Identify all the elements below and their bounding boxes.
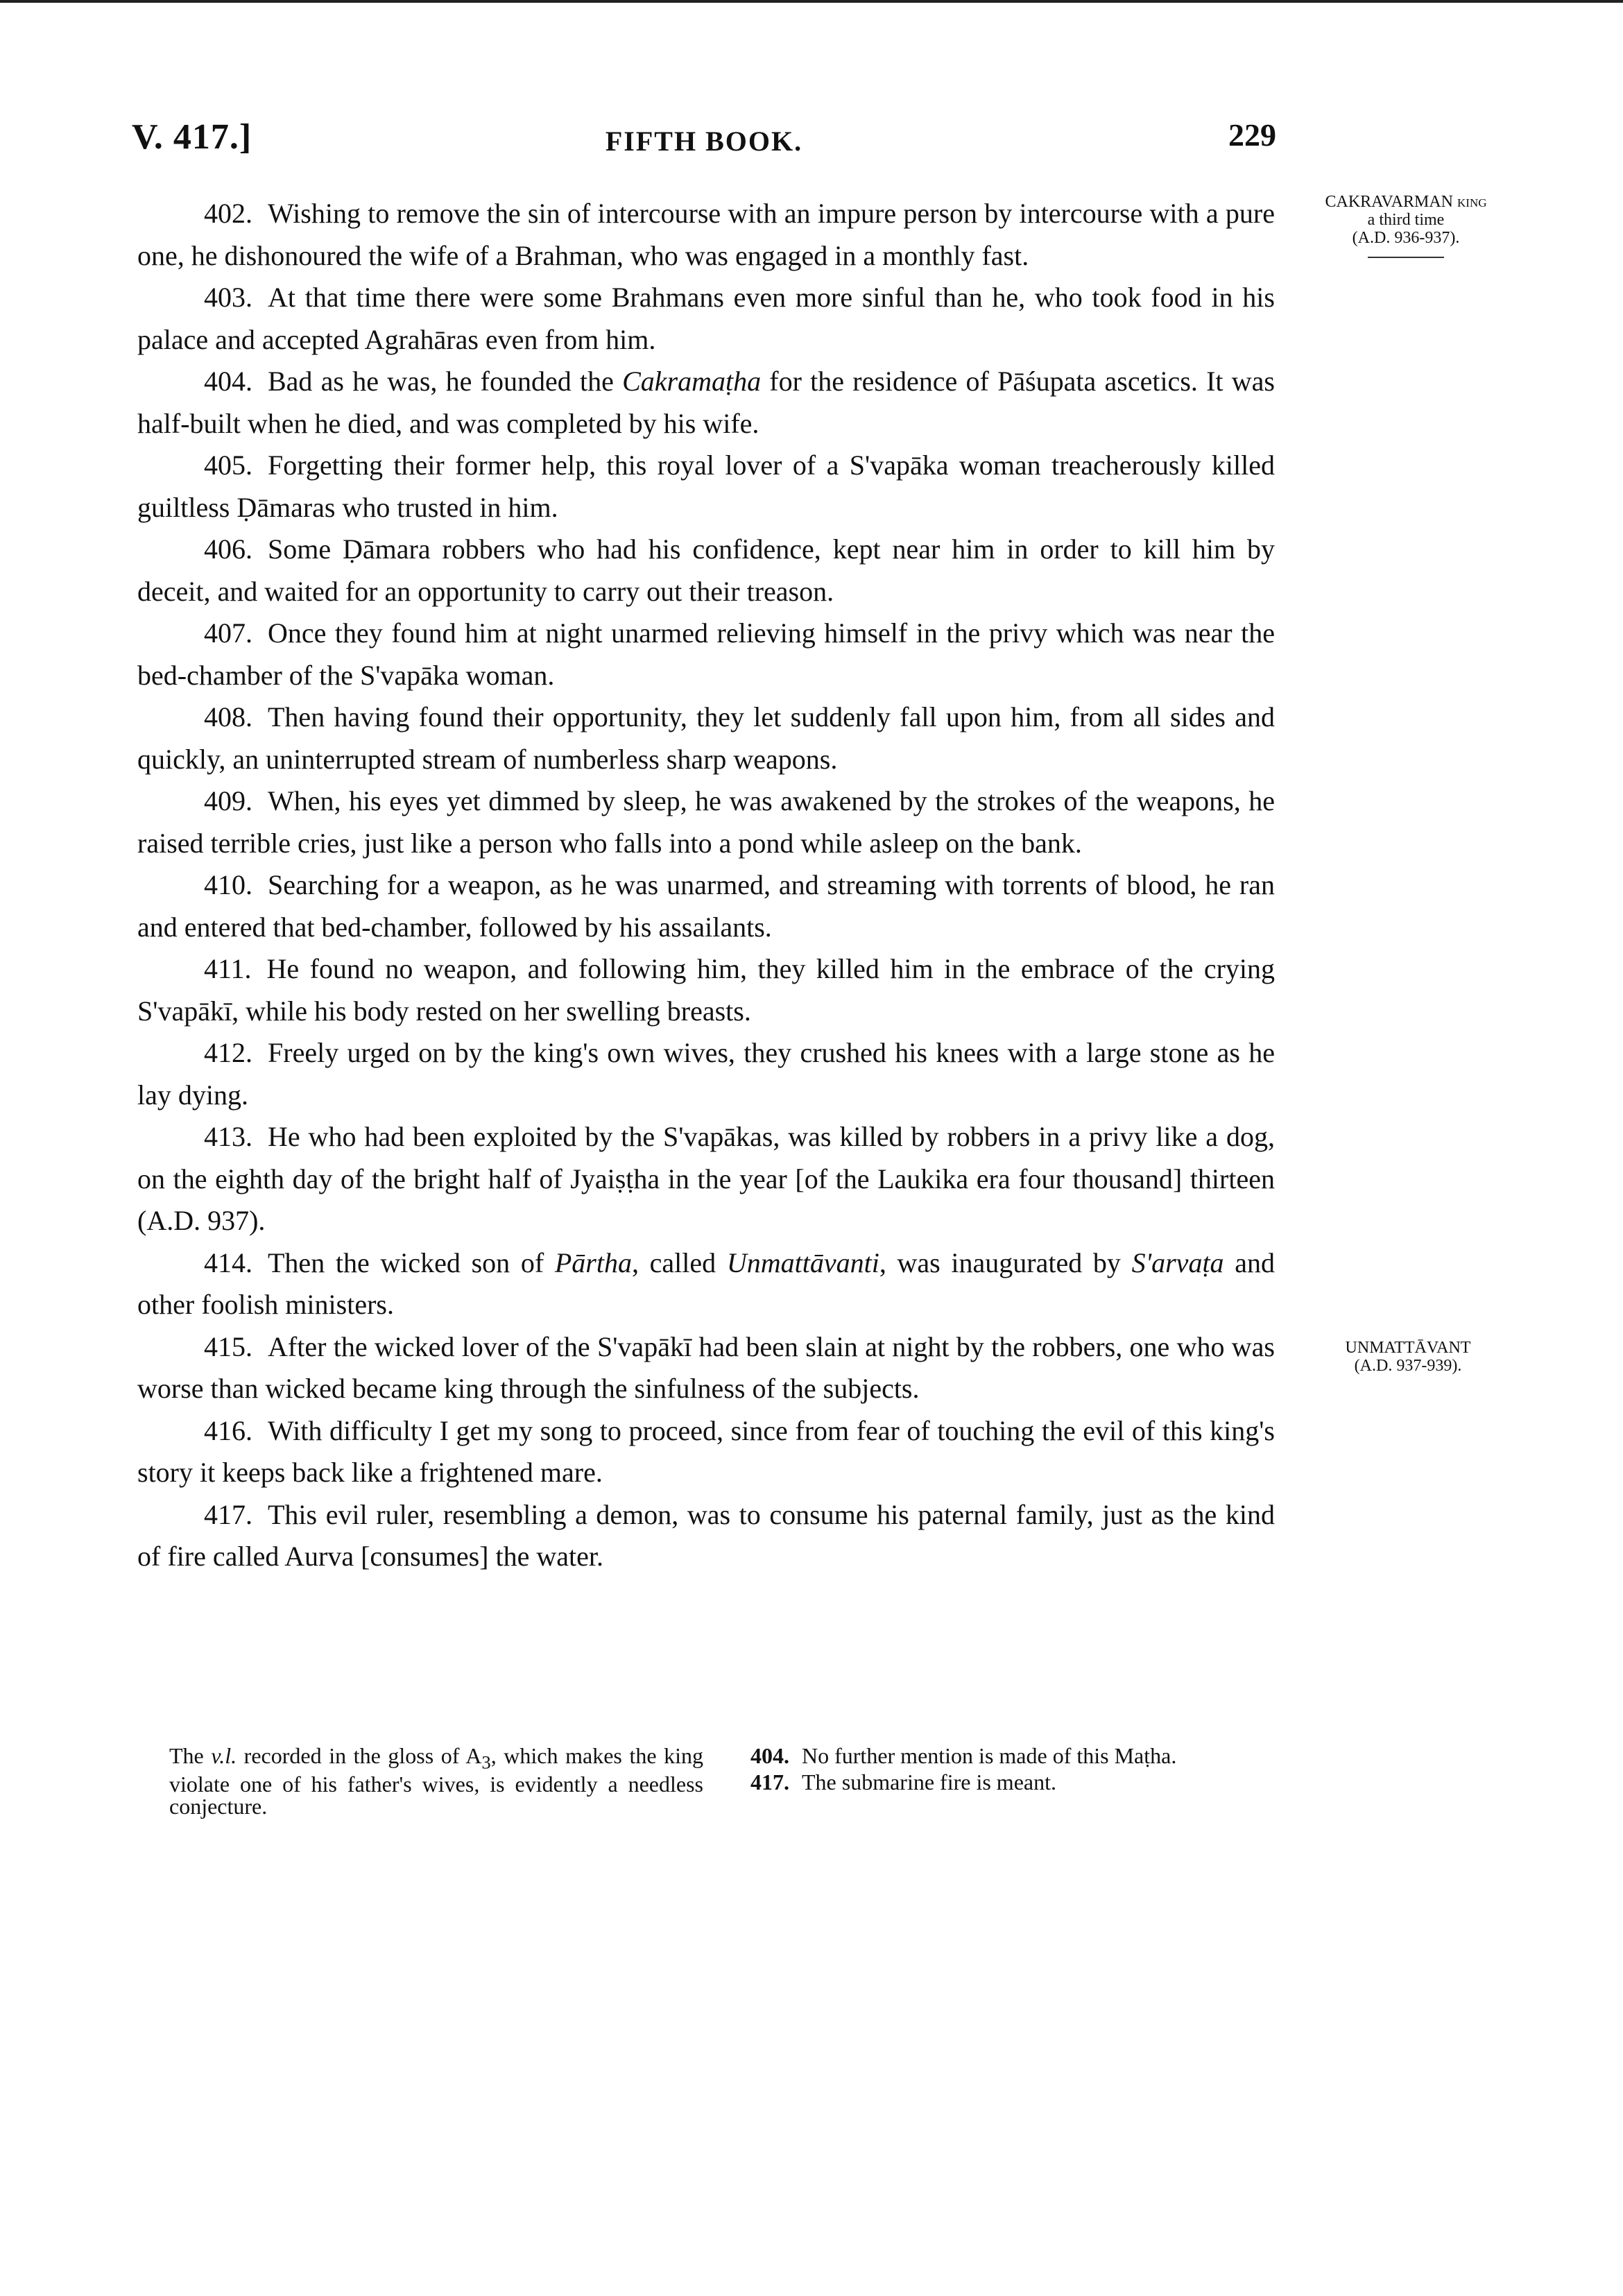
footnote-italic: v.l.: [211, 1743, 237, 1768]
verse-405: [137, 445, 1275, 529]
verse-number: 414.: [204, 1246, 252, 1278]
verse-417: [137, 1494, 1275, 1578]
verse-text: He found no weapon, and following him, they killed him in the embrace of the crying S'vapākī, while his body rested on her swelling breasts.: [137, 953, 1275, 1027]
verse-text: Once they found him at night unarmed relieving himself in the privy which was near the bed-chamber of the S'vapāka woman.: [137, 617, 1275, 691]
main-text: [137, 193, 1275, 1578]
top-border: [0, 0, 1623, 3]
running-header: [132, 117, 1276, 165]
verse-403: [137, 277, 1275, 361]
footnote-text: The submarine fire is meant.: [802, 1770, 1056, 1794]
verse-number: 403.: [204, 282, 252, 313]
page-number: 229: [1228, 117, 1276, 153]
verse-407: [137, 612, 1275, 696]
verse-number: 417.: [204, 1498, 252, 1530]
verse-number: 416.: [204, 1414, 252, 1446]
footnote-number: 404.: [750, 1743, 789, 1768]
verse-text: When, his eyes yet dimmed by sleep, he was awakened by the strokes of the weapons, he raised terrible cries, just like a person who falls into a pond while asleep on the bank.: [137, 785, 1275, 859]
sidenote-unmattavant: [1318, 1339, 1498, 1375]
footnote-text: The: [169, 1743, 212, 1768]
verse-number: 413.: [204, 1121, 252, 1152]
verse-italic: Unmattāvanti: [726, 1246, 879, 1278]
footnote-number: 417.: [750, 1770, 789, 1794]
verse-number: 408.: [204, 701, 252, 733]
verse-text: Then the wicked son of: [268, 1246, 555, 1278]
book-title: FIFTH BOOK.: [605, 126, 803, 157]
sidenote-line: a third time: [1367, 211, 1445, 229]
verse-text: Then having found their opportunity, they let suddenly fall upon him, from all sides and quickly, an uninterrupted stream of numberless sharp weapons.: [137, 701, 1275, 775]
verse-number: 410.: [204, 869, 252, 900]
footnote-404: [750, 1745, 1279, 1767]
verse-text: and other foolish ministers.: [137, 1246, 1275, 1320]
verse-italic: S'arvaṭa: [1131, 1246, 1224, 1278]
verse-text: This evil ruler, resembling a demon, was to consume his paternal family, just as the kind of fire called Aurva [consumes] the water.: [137, 1498, 1275, 1572]
verse-text: , called: [631, 1246, 727, 1278]
verse-402: [137, 193, 1275, 277]
verse-number: 407.: [204, 617, 252, 649]
sidenote-rule: [1368, 257, 1444, 258]
verse-text: Wishing to remove the sin of intercourse with an impure person by intercourse with a pure one, he dishonoured the wife of a Brahman, who was engaged in a monthly fast.: [137, 198, 1275, 271]
verse-410: [137, 864, 1275, 948]
footnote-left: [169, 1745, 703, 1817]
verse-416: [137, 1410, 1275, 1494]
verse-text: , was inaugurated by: [879, 1246, 1132, 1278]
verse-text: Searching for a weapon, as he was unarmed, and streaming with torrents of blood, he ran and entered that bed-chamber, followed by his assailants.: [137, 869, 1275, 943]
verse-number: 411.: [204, 953, 252, 984]
verse-number: 404.: [204, 366, 252, 397]
verse-404: [137, 361, 1275, 445]
sidenote-line: UNMATTĀVANT: [1345, 1339, 1471, 1357]
footnote-text: recorded in the gloss of A: [237, 1743, 482, 1768]
verse-text: He who had been exploited by the S'vapākas, was killed by robbers in a privy like a dog, on the eighth day of the bright half of Jyaiṣṭha in the year [of the Laukika era four thousand] thirteen (A.D. 937).: [137, 1121, 1275, 1236]
footnote-subscript: 3: [481, 1751, 491, 1773]
footnote-text: , which makes the king violate one of his father's wives, is evidently a needless conjecture.: [169, 1743, 704, 1819]
footnote-text: No further mention is made of this Maṭha.: [802, 1743, 1177, 1768]
verse-italic: Pārtha: [554, 1246, 632, 1278]
verse-number: 415.: [204, 1330, 252, 1362]
verse-414: [137, 1242, 1275, 1326]
footnote-417: [750, 1771, 1279, 1793]
verse-text: Freely urged on by the king's own wives, they crushed his knees with a large stone as he lay dying.: [137, 1037, 1275, 1111]
section-reference: V. 417.]: [132, 117, 252, 157]
sidenote-line: CAKRAVARMAN king: [1325, 193, 1487, 211]
verse-text: for the residence of Pāśupata ascetics. It was half-built when he died, and was completed by his wife.: [137, 366, 1275, 439]
sidenote-line: (A.D. 937-939).: [1354, 1357, 1462, 1375]
verse-text: Bad as he was, he founded the: [268, 366, 623, 397]
verse-text: At that time there were some Brahmans even more sinful than he, who took food in his palace and accepted Agrahāras even from him.: [137, 282, 1275, 355]
verse-text: After the wicked lover of the S'vapākī had been slain at night by the robbers, one who was worse than wicked became king through the sinfulness of the subjects.: [137, 1330, 1275, 1404]
verse-number: 406.: [204, 533, 252, 565]
verse-text: Some Ḍāmara robbers who had his confidence, kept near him in order to kill him by deceit, and waited for an opportunity to carry out their treason.: [137, 533, 1275, 607]
verse-413: [137, 1116, 1275, 1242]
verse-409: [137, 780, 1275, 864]
verse-408: [137, 696, 1275, 780]
verse-italic: Cakramaṭha: [622, 366, 762, 397]
verse-415: [137, 1326, 1275, 1410]
verse-number: 409.: [204, 785, 252, 816]
verse-number: 405.: [204, 449, 252, 481]
verse-text: Forgetting their former help, this royal lover of a S'vapāka woman treacherously killed guiltless Ḍāmaras who trusted in him.: [137, 449, 1275, 523]
sidenote-line: (A.D. 936-937).: [1352, 229, 1460, 247]
verse-text: With difficulty I get my song to proceed, since from fear of touching the evil of this king's story it keeps back like a frightened mare.: [137, 1414, 1275, 1488]
verse-412: [137, 1032, 1275, 1116]
footnote-right: [750, 1745, 1279, 1797]
verse-406: [137, 529, 1275, 612]
verse-411: [137, 948, 1275, 1032]
sidenote-cakravarman: [1296, 193, 1516, 258]
verse-number: 402.: [204, 198, 252, 229]
verse-number: 412.: [204, 1037, 252, 1068]
